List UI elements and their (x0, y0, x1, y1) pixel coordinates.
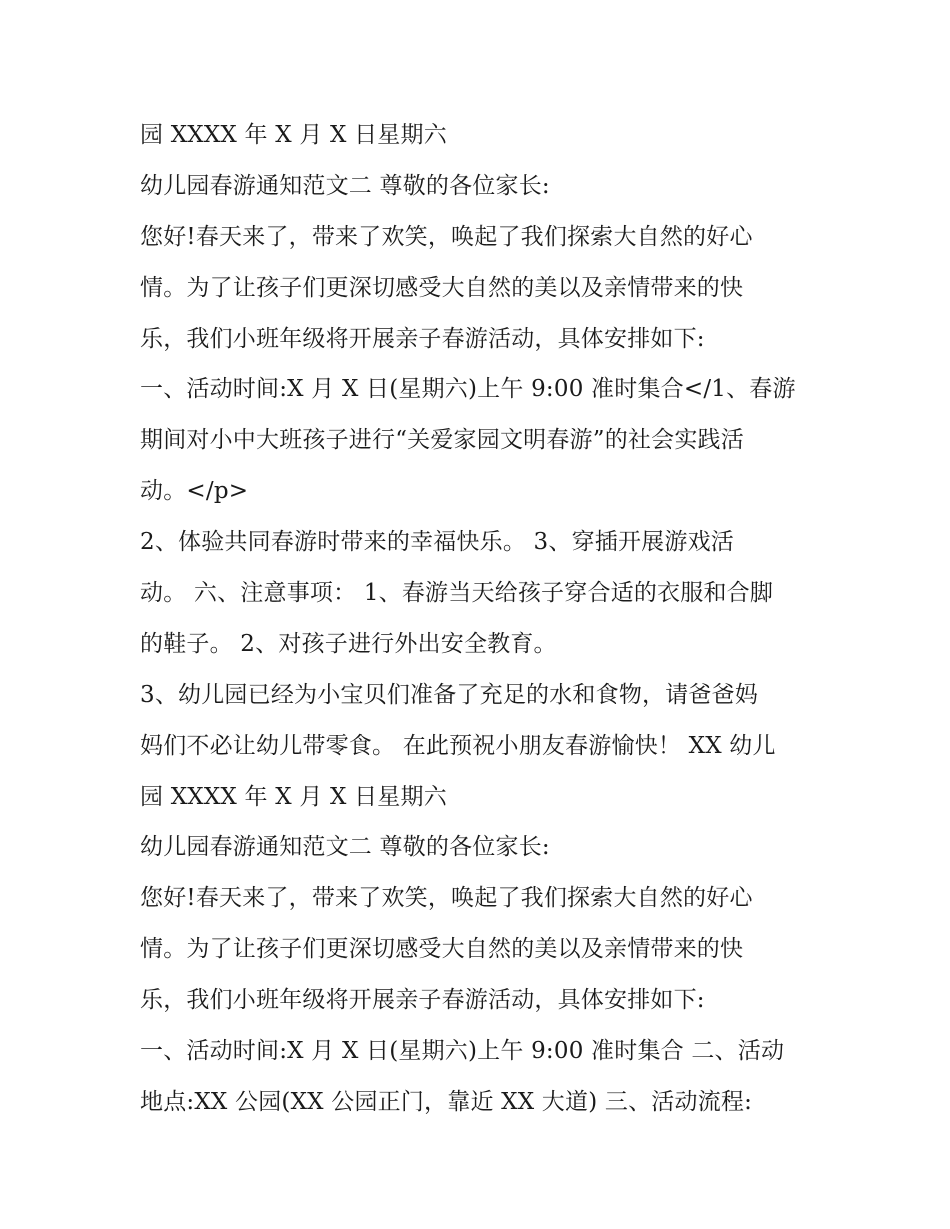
text-line: 动。 六、注意事项： 1、春游当天给孩子穿合适的衣服和合脚 (140, 580, 774, 607)
text-line: 一、活动时间:X 月 X 日(星期六)上午 9:00 准时集合 二、活动 (140, 1038, 785, 1065)
text-line: 一、活动时间:X 月 X 日(星期六)上午 9:00 准时集合</1、春游 (140, 376, 796, 403)
text-line: 园 XXXX 年 X 月 X 日星期六 (140, 122, 447, 148)
text-line: 园 XXXX 年 X 月 X 日星期六 (140, 783, 447, 810)
text-line: 您好!春天来了，带来了欢笑，唤起了我们探索大自然的好心 (140, 885, 753, 912)
text-line: 情。为了让孩子们更深切感受大自然的美以及亲情带来的快 (140, 274, 744, 301)
text-line: 您好!春天来了，带来了欢笑，唤起了我们探索大自然的好心 (140, 223, 753, 250)
text-line: 妈们不必让幼儿带零食。 在此预祝小朋友春游愉快！ XX 幼儿 (140, 732, 776, 759)
text-line: 乐，我们小班年级将开展亲子春游活动，具体安排如下: (140, 987, 705, 1014)
text-line: 乐，我们小班年级将开展亲子春游活动，具体安排如下: (140, 325, 705, 352)
text-line: 2、体验共同春游时带来的幸福快乐。 3、穿插开展游戏活 (140, 529, 734, 556)
text-line: 动。</p> (140, 478, 249, 505)
text-line: 的鞋子。 2、对孩子进行外出安全教育。 (140, 630, 557, 657)
text-line: 地点:XX 公园(XX 公园正门，靠近 XX 大道) 三、活动流程: (140, 1088, 753, 1115)
text-line: 3、幼儿园已经为小宝贝们准备了充足的水和食物，请爸爸妈 (140, 681, 759, 708)
document-body (140, 110, 840, 1128)
text-line: 情。为了让孩子们更深切感受大自然的美以及亲情带来的快 (140, 936, 744, 963)
text-line: 幼儿园春游通知范文二 尊敬的各位家长: (140, 834, 550, 861)
text-line: 期间对小中大班孩子进行“关爱家园文明春游”的社会实践活 (140, 427, 744, 454)
text-line: 幼儿园春游通知范文二 尊敬的各位家长: (140, 172, 550, 199)
